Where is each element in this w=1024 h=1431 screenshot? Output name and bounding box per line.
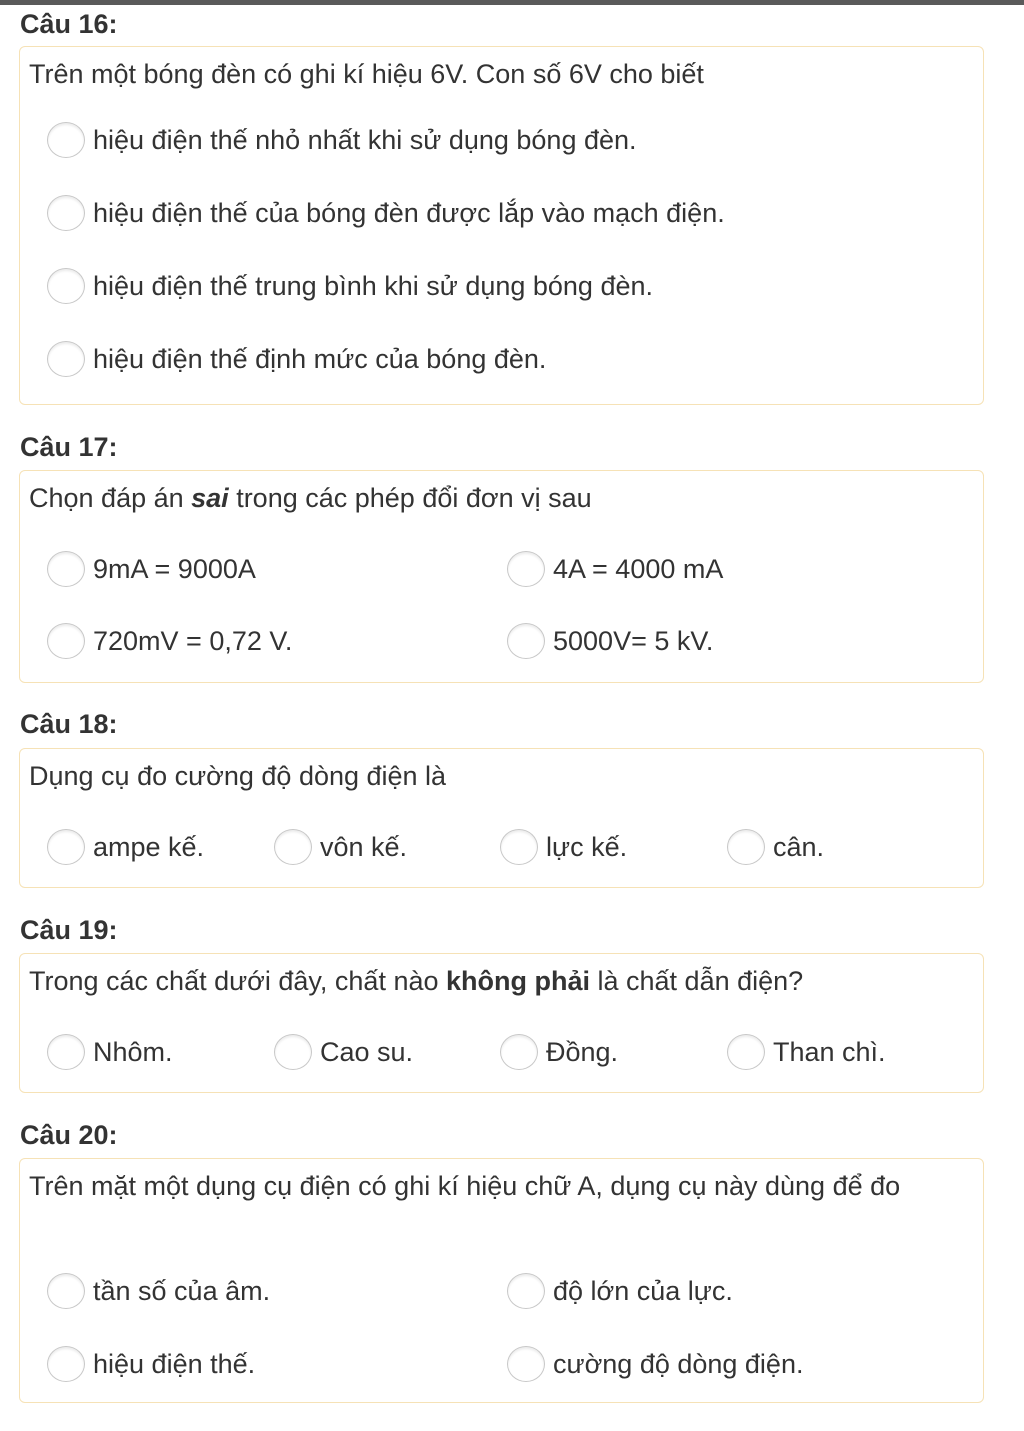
option-label: 9mA = 9000A [93, 553, 256, 584]
q18-option-b[interactable] [274, 827, 407, 867]
option-label: 5000V= 5 kV. [553, 625, 714, 656]
q17-option-d[interactable] [507, 621, 713, 661]
option-label: lực kế. [546, 831, 628, 862]
question-17-text-before: Chọn đáp án [29, 483, 192, 513]
radio-button-icon[interactable] [47, 829, 85, 865]
question-17-label: Câu 17: [20, 432, 118, 462]
radio-button-icon[interactable] [47, 195, 85, 231]
q19-option-b[interactable] [274, 1032, 413, 1072]
q20-option-c[interactable] [47, 1344, 255, 1384]
question-17-emphasis: sai [191, 483, 229, 513]
question-19-box [19, 953, 984, 1093]
radio-button-icon[interactable] [47, 623, 85, 659]
option-label: vôn kế. [320, 831, 408, 862]
radio-button-icon[interactable] [47, 1034, 85, 1070]
radio-button-icon[interactable] [507, 551, 545, 587]
question-16-box [19, 46, 984, 405]
option-label: cường độ dòng điện. [553, 1348, 804, 1379]
question-20-box [19, 1158, 984, 1403]
q16-option-a[interactable] [47, 120, 637, 160]
q18-option-c[interactable] [500, 827, 627, 867]
radio-button-icon[interactable] [47, 268, 85, 304]
q20-option-d[interactable] [507, 1344, 803, 1384]
top-bar [0, 0, 1024, 5]
radio-button-icon[interactable] [500, 1034, 538, 1070]
radio-button-icon[interactable] [727, 829, 765, 865]
q17-option-c[interactable] [47, 621, 292, 661]
q18-option-a[interactable] [47, 827, 204, 867]
option-label: 720mV = 0,72 V. [93, 625, 293, 656]
option-label: hiệu điện thế định mức của bóng đèn. [93, 343, 547, 374]
question-19-text-before: Trong các chất dưới đây, chất nào [29, 966, 446, 996]
option-label: tần số của âm. [93, 1275, 271, 1306]
q17-option-b[interactable] [507, 549, 723, 589]
radio-button-icon[interactable] [47, 1273, 85, 1309]
option-label: hiệu điện thế của bóng đèn được lắp vào mạch điện. [93, 197, 725, 228]
question-17-box [19, 470, 984, 683]
q20-option-b[interactable] [507, 1271, 733, 1311]
radio-button-icon[interactable] [47, 341, 85, 377]
radio-button-icon[interactable] [500, 829, 538, 865]
option-label: hiệu điện thế trung bình khi sử dụng bóng đèn. [93, 270, 653, 301]
radio-button-icon[interactable] [507, 1273, 545, 1309]
radio-button-icon[interactable] [47, 1346, 85, 1382]
radio-button-icon[interactable] [274, 829, 312, 865]
question-18-box [19, 748, 984, 888]
q17-option-a[interactable] [47, 549, 256, 589]
question-20-text: Trên mặt một dụng cụ điện có ghi kí hiệu chữ A, dụng cụ này dùng để đo [29, 1171, 901, 1201]
q19-option-c[interactable] [500, 1032, 618, 1072]
option-label: hiệu điện thế nhỏ nhất khi sử dụng bóng đèn. [93, 124, 637, 155]
option-label: Nhôm. [93, 1036, 173, 1067]
radio-button-icon[interactable] [47, 551, 85, 587]
q16-option-c[interactable] [47, 266, 653, 306]
option-label: ampe kế. [93, 831, 205, 862]
q16-option-b[interactable] [47, 193, 725, 233]
question-17-text [29, 482, 969, 514]
radio-button-icon[interactable] [727, 1034, 765, 1070]
option-label: 4A = 4000 mA [553, 553, 724, 584]
question-20-label: Câu 20: [20, 1120, 118, 1150]
q16-option-d[interactable] [47, 339, 546, 379]
option-label: cân. [773, 831, 825, 862]
question-16-label: Câu 16: [20, 9, 118, 39]
question-19-label: Câu 19: [20, 915, 118, 945]
question-16-text: Trên một bóng đèn có ghi kí hiệu 6V. Con số 6V cho biết [29, 59, 704, 89]
option-label: độ lớn của lực. [553, 1275, 733, 1306]
radio-button-icon[interactable] [507, 623, 545, 659]
question-18-text: Dụng cụ đo cường độ dòng điện là [29, 761, 447, 791]
radio-button-icon[interactable] [507, 1346, 545, 1382]
option-label: Cao su. [320, 1036, 414, 1067]
option-label: Đồng. [546, 1036, 619, 1067]
q20-option-a[interactable] [47, 1271, 270, 1311]
radio-button-icon[interactable] [47, 122, 85, 158]
question-17-text-after: trong các phép đổi đơn vị sau [228, 483, 592, 513]
q18-option-d[interactable] [727, 827, 824, 867]
question-19-text-after: là chất dẫn điện? [590, 966, 804, 996]
q19-option-a[interactable] [47, 1032, 173, 1072]
option-label: hiệu điện thế. [93, 1348, 256, 1379]
option-label: Than chì. [773, 1036, 886, 1067]
radio-button-icon[interactable] [274, 1034, 312, 1070]
question-19-emphasis: không phải [446, 966, 590, 996]
question-18-label: Câu 18: [20, 709, 118, 739]
q19-option-d[interactable] [727, 1032, 886, 1072]
question-19-text [29, 965, 969, 997]
